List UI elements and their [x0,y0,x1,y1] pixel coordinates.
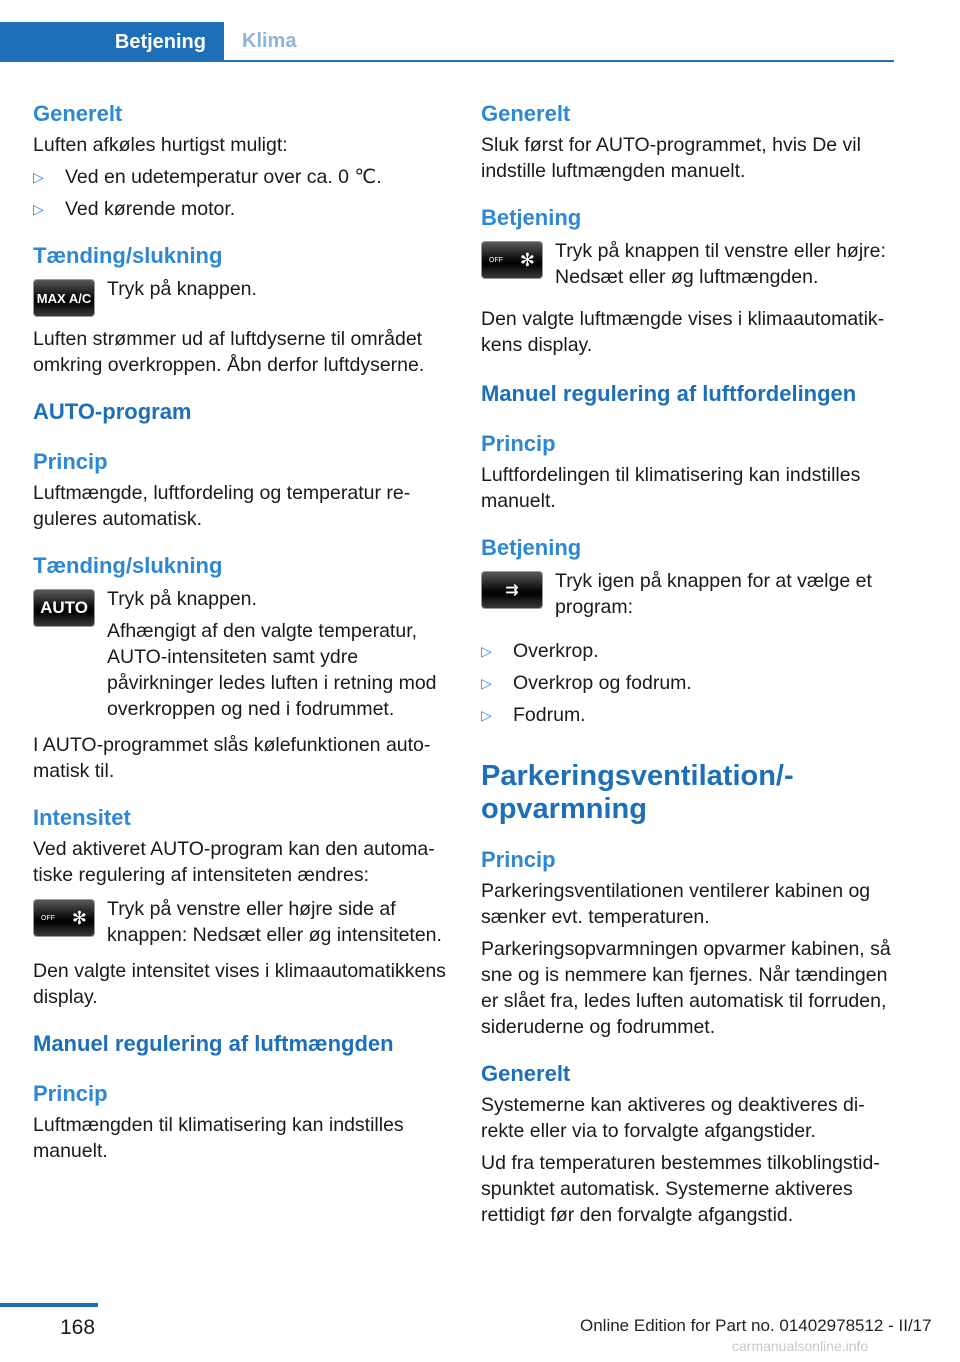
paragraph: Luften afkøles hurtigst muligt: [33,134,288,156]
footer-rule [0,1303,98,1307]
paragraph: Sluk først for AUTO-programmet, hvis De vil indstille luftmængden manuelt. [481,134,861,182]
list-item [33,196,447,222]
tab-klima[interactable]: Klima [242,29,297,52]
distribution-row [481,568,895,624]
heading-generelt-2: Generelt [481,1061,571,1086]
heading-auto-program: AUTO-program [33,399,192,424]
air-distribution-button-icon: ⇉ [481,571,543,609]
heading-betjening: Betjening [481,205,582,230]
heading-manuel-luftmaengden: Manuel regulering af luftmængden [33,1031,394,1056]
heading-parkeringsventilation: Parkeringsventilation/-opvarmning [481,760,794,825]
heading-princip-2: Princip [33,1081,108,1106]
heading-betjening-2: Betjening [481,535,582,560]
fan-speed-button-icon [481,241,543,279]
fan-icon: ✻ [519,249,535,270]
paragraph: Luftmængden til klimatisering kan indstilles manuelt. [33,1114,404,1162]
heading-generelt: Generelt [33,101,123,126]
maxac-row [33,276,447,326]
heading-intensitet: Intensitet [33,805,131,830]
paragraph: Systemerne kan aktiveres og deaktiveres direkte eller via to forvalgte afgangstider. [481,1094,865,1142]
paragraph: Ud fra temperaturen bestemmes tilkoblingstidspunktet automatisk. Systemerne aktiveres rettidigt før den forvalgte afgangstid. [481,1152,880,1226]
triangle-bullet-icon: ▷ [481,643,492,659]
paragraph: Ved aktiveret AUTO-program kan den automatiske regulering af intensiteten ændres: [33,838,435,886]
chapter-tab-bar [0,22,894,62]
auto-button-icon: AUTO [33,589,95,627]
left-column [33,100,447,1164]
max-ac-button-icon: MAX A/C [33,279,95,317]
tab-betjening[interactable]: Betjening [0,22,224,62]
heading-taending: Tænding/slukning [33,243,223,268]
paragraph: Parkeringsopvarmningen opvarmer kabinen, så sne og is nemmere kan fjernes. Når tændingen er slået fra, ledes luften automatisk til forruden, sideruderne og fodrummet. [481,938,891,1038]
bullet-list [481,638,895,728]
list-item [481,670,895,696]
triangle-bullet-icon: ▷ [481,675,492,691]
paragraph: Luftfordelingen til klimatisering kan indstilles manuelt. [481,464,861,512]
triangle-bullet-icon: ▷ [481,707,492,723]
list-item-text: Ved en udetemperatur over ca. 0 ℃. [65,166,382,188]
icon-text: Tryk på knappen. [107,278,257,300]
triangle-bullet-icon: ▷ [33,201,44,217]
fan-off-label: OFF [489,256,503,264]
right-column [481,100,895,1228]
list-item-text: Overkrop. [513,640,599,662]
fan-off-label: OFF [41,914,55,922]
icon-text: Tryk på knappen. [107,588,257,610]
fan-icon: ✻ [71,907,87,928]
page-number: 168 [60,1316,96,1339]
heading-princip-3: Princip [481,847,556,872]
fan-row [33,896,447,948]
list-item-text: Overkrop og fodrum. [513,672,692,694]
heading-taending-2: Tænding/slukning [33,553,223,578]
paragraph: Den valgte luftmængde vises i klimaautomatikkens display. [481,308,885,356]
bullet-list [33,164,447,222]
icon-text: Tryk på venstre eller højre side af knappen: Nedsæt eller øg intensiteten. [107,898,442,946]
paragraph: Luftmængde, luftfordeling og temperatur reguleres automatisk. [33,482,411,530]
heading-princip: Princip [33,449,108,474]
icon-text: Afhængigt af den valgte temperatur, AUTO-intensiteten samt ydre påvirkninger ledes luften i retning mod overkroppen og ned i fodrummet. [107,620,437,720]
paragraph: I AUTO-programmet slås kølefunktionen automatisk til. [33,734,431,782]
fan-speed-button-icon [33,899,95,937]
paragraph: Luften strømmer ud af luftdyserne til området omkring overkroppen. Åbn derfor luftdyserne. [33,328,425,376]
list-item [481,702,895,728]
fan-row [481,238,895,290]
list-item-text: Ved kørende motor. [65,198,236,220]
triangle-bullet-icon: ▷ [33,169,44,185]
icon-text: Tryk på knappen til venstre eller højre: Nedsæt eller øg luftmængden. [555,240,886,288]
list-item [481,638,895,664]
auto-row [33,586,447,722]
paragraph: Den valgte intensitet vises i klimaautomatikkens display. [33,960,446,1008]
paragraph: Parkeringsventilationen ventilerer kabinen og sænker evt. temperaturen. [481,880,871,928]
icon-text: Tryk igen på knappen for at vælge et program: [555,570,872,618]
heading-manuel-luftfordelingen: Manuel regulering af luftfordelingen [481,381,857,406]
list-item-text: Fodrum. [513,704,586,726]
heading-princip: Princip [481,431,556,456]
list-item [33,164,447,190]
watermark: carmanualsonline.info [732,1338,869,1354]
edition-note: Online Edition for Part no. 01402978512 - II/17 [580,1316,932,1335]
heading-generelt: Generelt [481,101,571,126]
tab-underline [224,60,894,62]
